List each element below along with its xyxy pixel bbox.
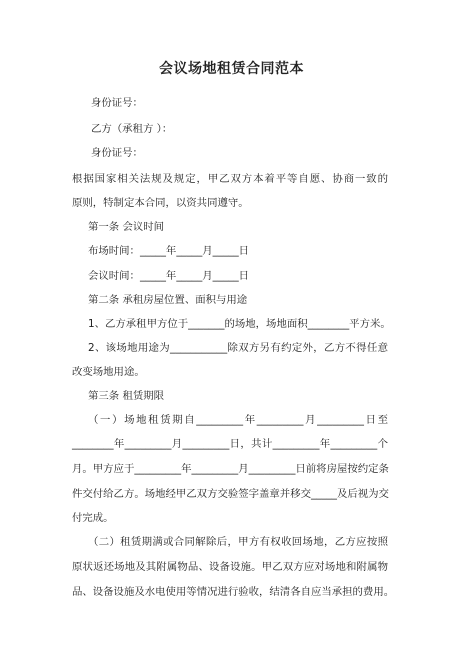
- article-2-heading: 第二条 承租房屋位置、面积与用途: [88, 294, 248, 306]
- article-3-clause-1-line-5: 付完成。: [72, 512, 114, 524]
- article-2-item-1: 1、乙方承租甲方位于_______的场地，场地面积________平方米。: [88, 318, 391, 330]
- article-3-clause-1-line-4: 件交付给乙方。场地经甲乙双方交验签字盖章并移交_____及后视为交: [72, 488, 389, 500]
- article-3-clause-1-line-3: 月。甲方应于_________年_________月_________日前将房屋按约定条: [72, 463, 389, 475]
- party-b-line: 乙方（承租方 ）：: [91, 123, 173, 135]
- setup-time-line: 布场时间：_____年_____月_____日: [88, 245, 250, 257]
- article-1-heading: 第一条 会议时间: [88, 221, 165, 233]
- article-2-item-2-line-2: 改变场地用途。: [72, 366, 145, 378]
- article-3-clause-1-line-2: ________年_________月_________日，共计_________年_________个: [72, 438, 388, 450]
- article-3-heading: 第三条 租赁期限: [88, 390, 165, 402]
- article-2-item-2-line-1: 2、该场地用途为___________除双方另有约定外，乙方不得任意: [88, 342, 388, 354]
- id-number-line-1: 身份证号：: [91, 97, 143, 109]
- preamble-line-1: 根据国家相关法规及规定，甲乙双方本着平等自愿、协商一致的: [72, 173, 388, 185]
- article-3-clause-2-line-1: （二）租赁期满或合同解除后，甲方有权收回场地，乙方应按照: [88, 536, 388, 548]
- article-3-clause-1-line-1: （一）场地租赁期自_________年_________月_________日至: [88, 414, 388, 426]
- id-number-line-2: 身份证号：: [91, 147, 143, 159]
- document-title: 会议场地租赁合同范本: [159, 61, 304, 77]
- article-3-clause-2-line-2: 原状返还场地及其附属物品、设备设施。甲乙双方应对场地和附属物: [72, 561, 388, 573]
- preamble-line-2: 原则，特制定本合同，以资共同遵守。: [72, 197, 249, 209]
- article-3-clause-2-line-3: 品、设备设施及水电使用等情况进行验收，结清各自应当承担的费用。: [72, 586, 395, 598]
- meeting-time-line: 会议时间：_____年_____月_____日: [88, 270, 250, 282]
